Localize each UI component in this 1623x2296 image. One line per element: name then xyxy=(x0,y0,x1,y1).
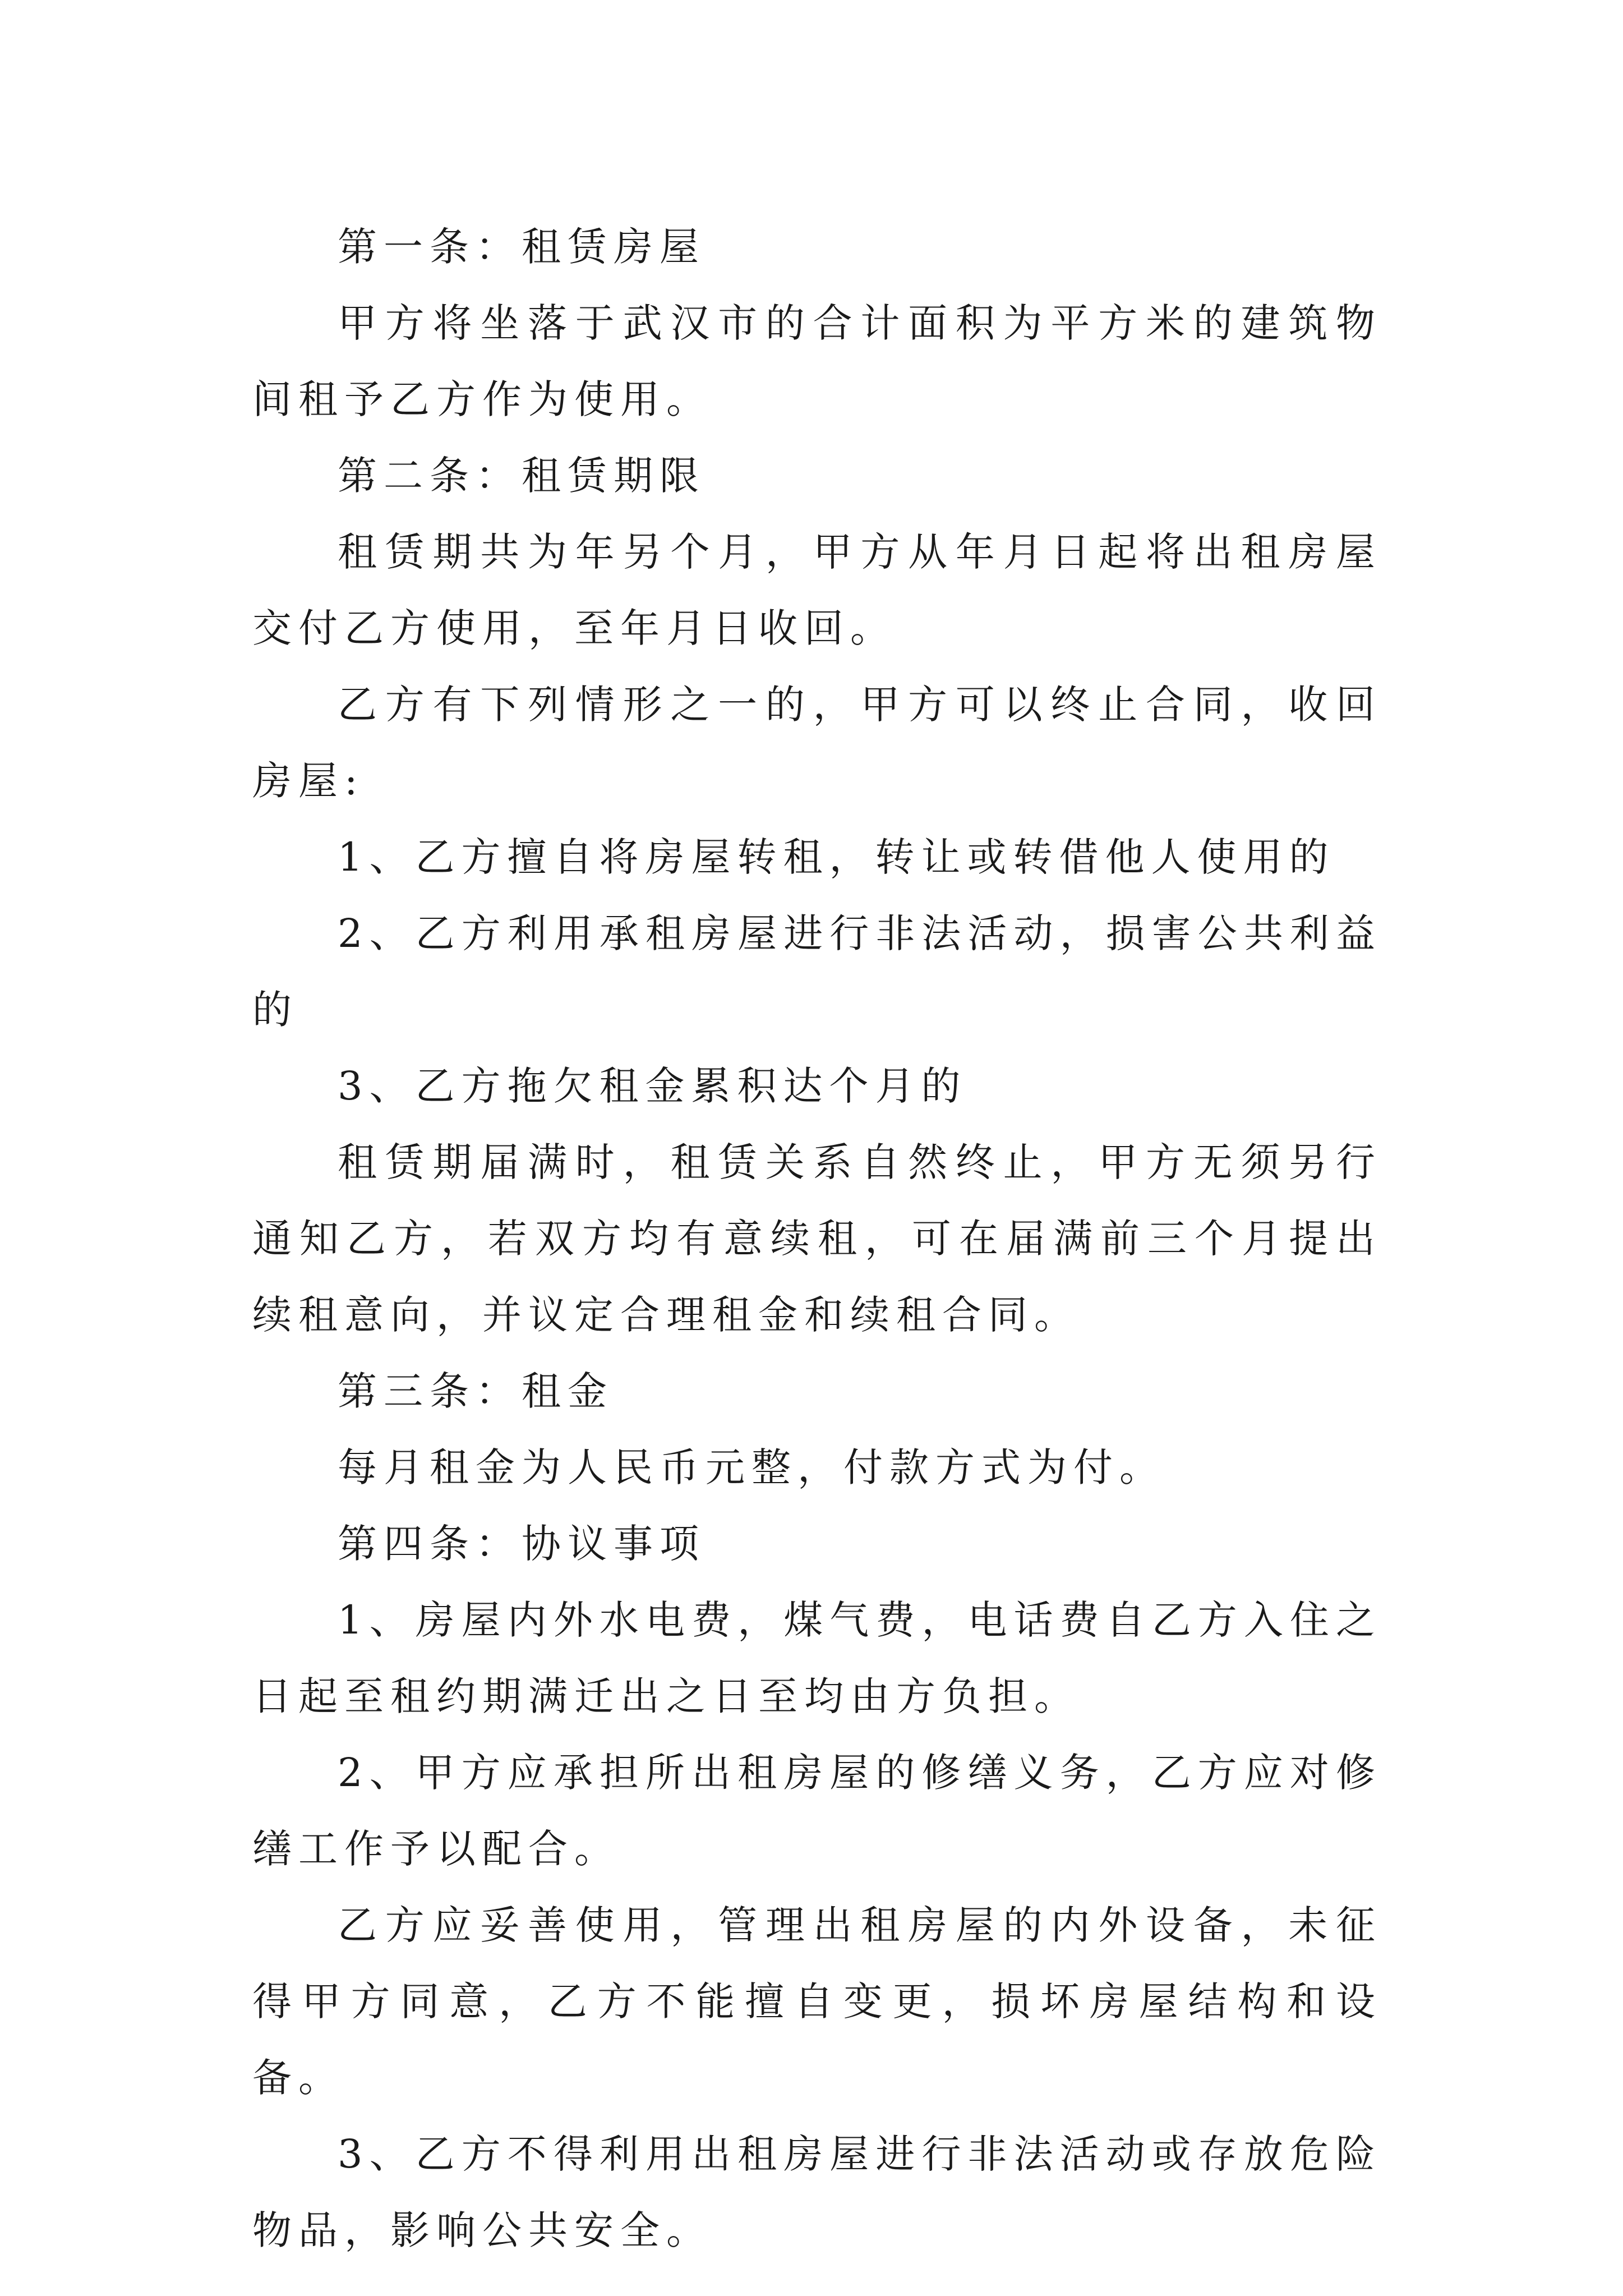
article-3-heading: 第三条：租金 xyxy=(338,1368,614,1414)
termination-item-3: 3、乙方拖欠租金累积达个月的 xyxy=(338,1063,967,1109)
document-body xyxy=(252,209,1382,2269)
article-4-heading: 第四条：协议事项 xyxy=(338,1521,706,1567)
lease-expiry-text: 租赁期届满时，租赁关系自然终止，甲方无须另行通知乙方，若双方均有意续租，可在届满前三个月提出续租意向，并议定合理租金和续租合同。 xyxy=(252,1139,1382,1338)
article-2-heading: 第二条：租赁期限 xyxy=(338,453,706,499)
agreement-item-2-continued: 乙方应妥善使用，管理出租房屋的内外设备，未征得甲方同意，乙方不能擅自变更，损坏房屋结构和设备。 xyxy=(252,1902,1382,2101)
termination-intro: 乙方有下列情形之一的，甲方可以终止合同，收回房屋: xyxy=(252,682,1382,804)
article-1-heading: 第一条：租赁房屋 xyxy=(338,224,706,270)
agreement-item-1: 1、房屋内外水电费，煤气费，电话费自乙方入住之日起至租约期满迁出之日至均由方负担。 xyxy=(252,1597,1382,1719)
article-3-text: 每月租金为人民币元整，付款方式为付。 xyxy=(338,1444,1165,1490)
agreement-item-2: 2、甲方应承担所出租房屋的修缮义务，乙方应对修缮工作予以配合。 xyxy=(252,1750,1382,1872)
termination-item-1: 1、乙方擅自将房屋转租，转让或转借他人使用的 xyxy=(338,834,1335,880)
article-2-text: 租赁期共为年另个月，甲方从年月日起将出租房屋交付乙方使用，至年月日收回。 xyxy=(252,529,1382,651)
termination-item-2: 2、乙方利用承租房屋进行非法活动，损害公共利益的 xyxy=(252,910,1382,1033)
agreement-item-3: 3、乙方不得利用出租房屋进行非法活动或存放危险物品，影响公共安全。 xyxy=(252,2131,1382,2253)
article-1-text: 甲方将坐落于武汉市的合计面积为平方米的建筑物间租予乙方作为使用。 xyxy=(252,300,1382,422)
